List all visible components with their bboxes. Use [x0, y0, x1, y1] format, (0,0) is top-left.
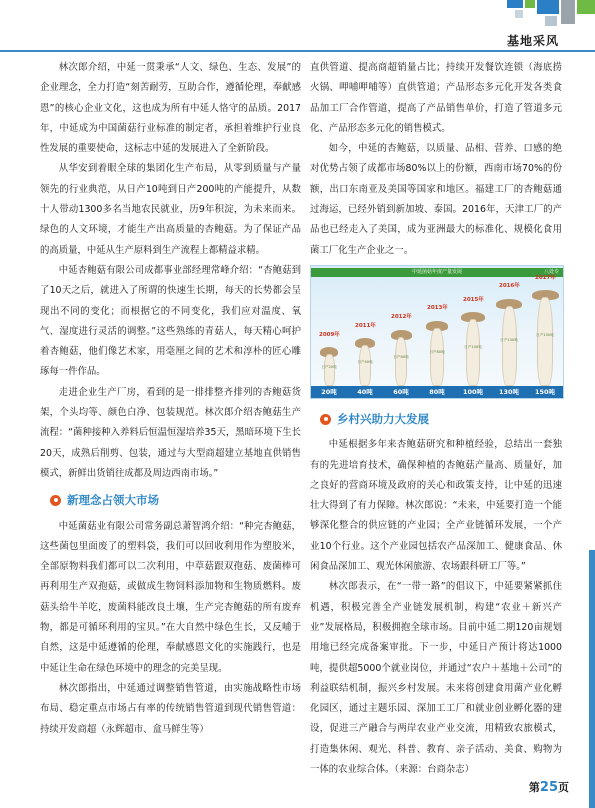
- mushroom-mark: 日产150吨: [532, 290, 559, 386]
- subheading-new-concept: 新理念占领大市场: [40, 490, 301, 510]
- year-label: 2009年: [319, 331, 340, 338]
- production-infographic: [310, 265, 564, 399]
- section-title: 基地采风: [506, 34, 559, 48]
- infographic-title: 中延菌菇年度产量发展 八处专: [311, 268, 563, 277]
- paragraph: 林次郎指出，中延通过调整销售管道，由实施战略性市场布局、稳定重点市场占有率的传统销售管道到现代销售管道：持续开发商超（永辉超市、盒马鲜生等）: [40, 682, 301, 735]
- year-label: 2017年: [535, 274, 556, 281]
- year-label: 2016年: [499, 283, 520, 290]
- bullet-circle-icon: [50, 495, 61, 506]
- header-rule: [0, 50, 595, 52]
- output-label: 100吨: [462, 387, 484, 396]
- mushroom-mark: 日产60吨: [391, 330, 412, 386]
- output-label: 20吨: [321, 387, 337, 396]
- mushroom-mark: 日产130吨: [496, 299, 522, 386]
- year-label: 2013年: [427, 305, 448, 312]
- paragraph: 中延菌菇业有限公司常务副总萧智鸿介绍：“种完杏鲍菇，这些菌包里面废了的塑料袋，我们可以回收利用作为塑胶米，全部原物料我们都可以二次利用，中草菇跟双孢菇、废菌棒可再利用生产双孢菇，或做成生物饲料添加物和生物质燃料。废菇头给牛羊吃，废菌料能改良土壤，生产完杏鲍菇的所有废弃物，都是可循环利用的宝贝。”在大自然中绿色生长，又反哺于自然，这是中延遵循的伦理，奉献感恩文化的实施践行，也是中延让生命在绿色环境中的理念的完美呈现。: [40, 520, 301, 674]
- side-strip: [589, 550, 595, 808]
- output-label: 130吨: [498, 387, 520, 396]
- mushroom-mark: 日产20吨: [320, 347, 338, 386]
- mushroom-mark: 日产80吨: [426, 321, 449, 386]
- subheading-rural-revitalization: 乡村兴助力大发展: [310, 409, 562, 429]
- paragraph: 从华安到着眼全球的集团化生产布局，从零到质量与产量领先的行业典范，从日产10吨到日产200吨的产能提升，从数十人带动1300多名当地农民就业，历9年积淀，为未来而来。绿色的人文环境，才能生产出高质量的杏鲍菇。为了保证产品的高质量，中延从生产原料到生产流程上都精益求精。: [40, 163, 301, 256]
- paragraph: 林次郎表示，在“一带一路”的倡议下，中延要紧紧抓住机遇，积极完善全产业链发展机制，构建“农业＋新兴产业”发展格局，积极拥抱全球市场。目前中延二期120亩规划用地已经完成备案审批。下一步，中延日产预计将达1000吨，提供超5000个就业岗位，并通过“农户＋基地＋公司”的利益联结机制，振兴乡村发展。未来将创建食用菌产业化孵化园区，通过主题乐园、深加工工厂和就业创业孵化器的建设，促进三产融合与两岸农业产业交流，用精致农旅模式，打造集休闲、观光、科普、教育、亲子活动、美食、购物为一体的农业综合体。（来源：台商杂志）: [310, 581, 562, 776]
- paragraph: 中延根据多年来杏鲍菇研究和种植经验，总结出一套独有的先进培育技术，确保种植的杏鲍菇产量高、质量好，加之良好的营商环境及政府的关心和政策支持，让中延的迅速壮大得到了有力保障。林次郎说：“未来，中延要打造一个能够深化整合的供应链的产业园；全产业链循环发展，一个产业10个行业。这个产业园包括农产品深加工、健康食品、休闲食品深加工、观光休闲旅游、农场跟科研工厂等。”: [310, 439, 562, 573]
- year-label: 2015年: [463, 296, 484, 303]
- output-label: 60吨: [393, 387, 409, 396]
- infographic-output-bar: [311, 386, 563, 398]
- output-label: 150吨: [534, 387, 556, 396]
- paragraph: 中延杏鲍菇有限公司成都事业部经理常峰介绍：“杏鲍菇到了10天之后，就进入了所谓的快速生长期，每天的长势都会呈现出不同的变化；而根据它的不同变化，我们应对温度、氧气、湿度进行灵活的调整。”这些熟练的青菇人，每天精心呵护着杏鲍菇，他们像艺术家，用毫厘之间的艺术和淳朴的匠心雕琢每一件作品。: [40, 264, 301, 378]
- left-column: [40, 58, 301, 740]
- paragraph: 走进企业生产厂房，看到的是一排排整齐排列的杏鲍菇货架，个头均等、颜色白净、包装规范。林次郎介绍杏鲍菇生产流程：“菌种接种入养料后恒温恒湿培养35天，黑暗环境下生长20天，成熟后削剪、包装，通过与大型商超建立基地直供销售模式，新鲜出货销往成都及周边西南市场。”: [40, 386, 301, 479]
- mushroom-mark: 日产100吨: [461, 312, 485, 386]
- year-label: 2012年: [391, 314, 412, 321]
- bullet-circle-icon: [320, 414, 331, 425]
- output-label: 80吨: [429, 387, 445, 396]
- paragraph-continued: 直供管道、提高商超销量占比；持续开发餐饮连锁（海底捞火锅、呷哺呷哺等）直供管道；产品形态多元化开发各类食品加工厂合作管道，提高了产品销售单价，打造了管道多元化、产品形态多元化的销售模式。: [310, 62, 562, 134]
- header-decoration: [485, 0, 595, 32]
- paragraph: 林次郎介绍，中延一贯秉承“人文、绿色、生态、发展”的企业理念，全力打造“刻苦耐劳，互助合作，遵循伦理，奉献感恩”的核心企业文化，这也成为所有中延人恪守的品质。2017年，中延成为中国菌菇行业标准的制定者，承担着维护行业良性发展的重要使命，这标志中延的发展进入了全新阶段。: [40, 62, 301, 155]
- output-label: 40吨: [357, 387, 373, 396]
- page-number: 第25页: [528, 780, 569, 795]
- paragraph: 如今，中延的杏鲍菇，以质量、品相、营养、口感的绝对优势占领了成都市场80%以上的份额，西南市场70%的份额，出口东南亚及美国等国家和地区。福建工厂的杏鲍菇通过海运，已经外销到新加坡、泰国。2016年，天津工厂的产品也已经走入了美国，成为亚洲最大的标准化、规模化食用菌工厂化生产企业之一。: [310, 143, 562, 256]
- mushroom-mark: 日产40吨: [355, 338, 375, 386]
- year-label: 2011年: [355, 323, 376, 330]
- right-column: [310, 58, 562, 780]
